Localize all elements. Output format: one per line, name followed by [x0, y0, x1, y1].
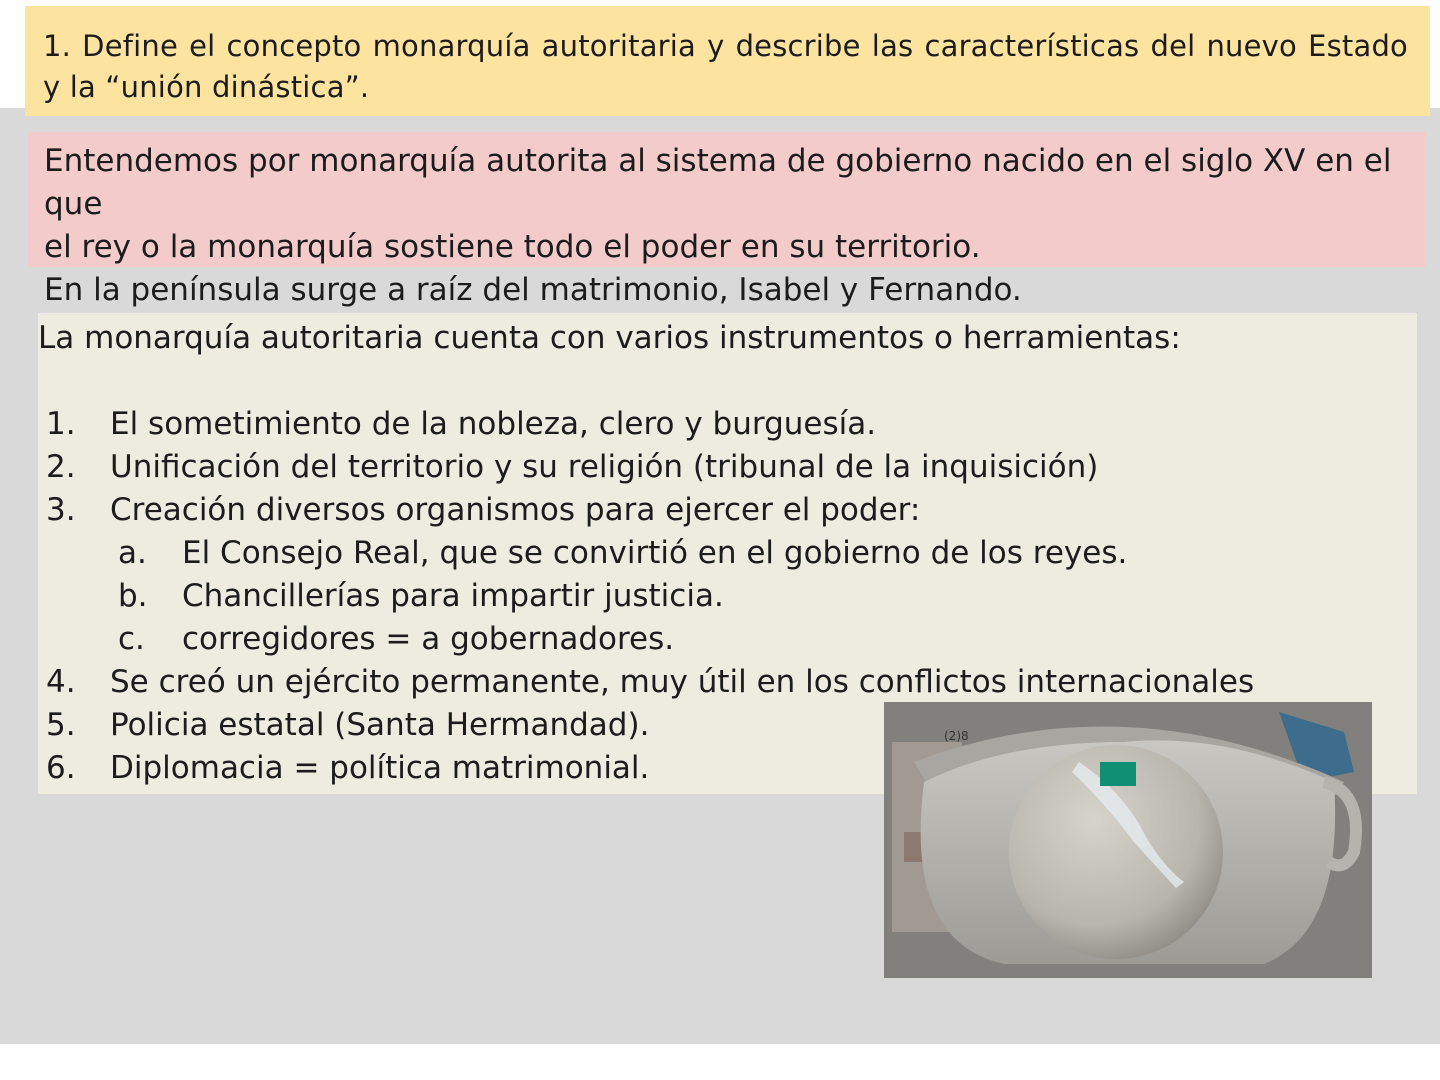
list-item-text: Policia estatal (Santa Hermandad).: [110, 707, 650, 743]
list-item: [38, 403, 1417, 446]
answer-line: En la península surge a raíz del matrimonio, Isabel y Fernando.: [44, 272, 1022, 308]
list-item-text: Diplomacia = política matrimonial.: [110, 750, 650, 786]
list-item: [38, 446, 1417, 489]
answer-line: Entendemos por monarquía autorita al sistema de gobierno nacido en el siglo XV en el que: [44, 143, 1392, 222]
tools-intro: La monarquía autoritaria cuenta con varios instrumentos o herramientas:: [38, 320, 1181, 356]
list-item: [38, 661, 1417, 704]
list-item-text: Creación diversos organismos para ejercer el poder:: [110, 492, 921, 528]
list-item-text: Unificación del territorio y su religión (tribunal de la inquisición): [110, 449, 1099, 485]
list-item-text: El sometimiento de la nobleza, clero y burguesía.: [110, 406, 877, 442]
list-item-text: Se creó un ejército permanente, muy útil en los conflictos internacionales: [110, 664, 1255, 700]
sub-list-item-letter: a.: [118, 535, 147, 571]
sub-list-item-text: Chancillerías para impartir justicia.: [182, 578, 724, 614]
list-item-number: 2.: [46, 449, 76, 485]
green-tag: [1100, 762, 1136, 786]
cannonball-photo-illustration: [884, 702, 1372, 978]
list-item: [38, 489, 1417, 532]
sub-list-item: [38, 532, 1417, 575]
sub-list-item-letter: c.: [118, 621, 145, 657]
answer-box: [28, 132, 1426, 308]
photo-label: (2)8: [944, 729, 969, 743]
answer-line: el rey o la monarquía sostiene todo el poder en su territorio.: [44, 229, 981, 265]
question-box: [25, 6, 1430, 116]
cannonball-photo: [884, 702, 1372, 978]
sub-list-item-text: corregidores = a gobernadores.: [182, 621, 675, 657]
sub-list-item-text: El Consejo Real, que se convirtió en el gobierno de los reyes.: [182, 535, 1128, 571]
sub-list-item: [38, 575, 1417, 618]
question-text: 1. Define el concepto monarquía autoritaria y describe las características del nuevo Estado y la “unión dinástica”.: [43, 29, 1408, 104]
list-item-number: 5.: [46, 707, 76, 743]
list-item-number: 3.: [46, 492, 76, 528]
sub-list-item-letter: b.: [118, 578, 148, 614]
sub-list-item: [38, 618, 1417, 661]
list-item-number: 6.: [46, 750, 76, 786]
list-item-number: 1.: [46, 406, 76, 442]
list-item-number: 4.: [46, 664, 76, 700]
